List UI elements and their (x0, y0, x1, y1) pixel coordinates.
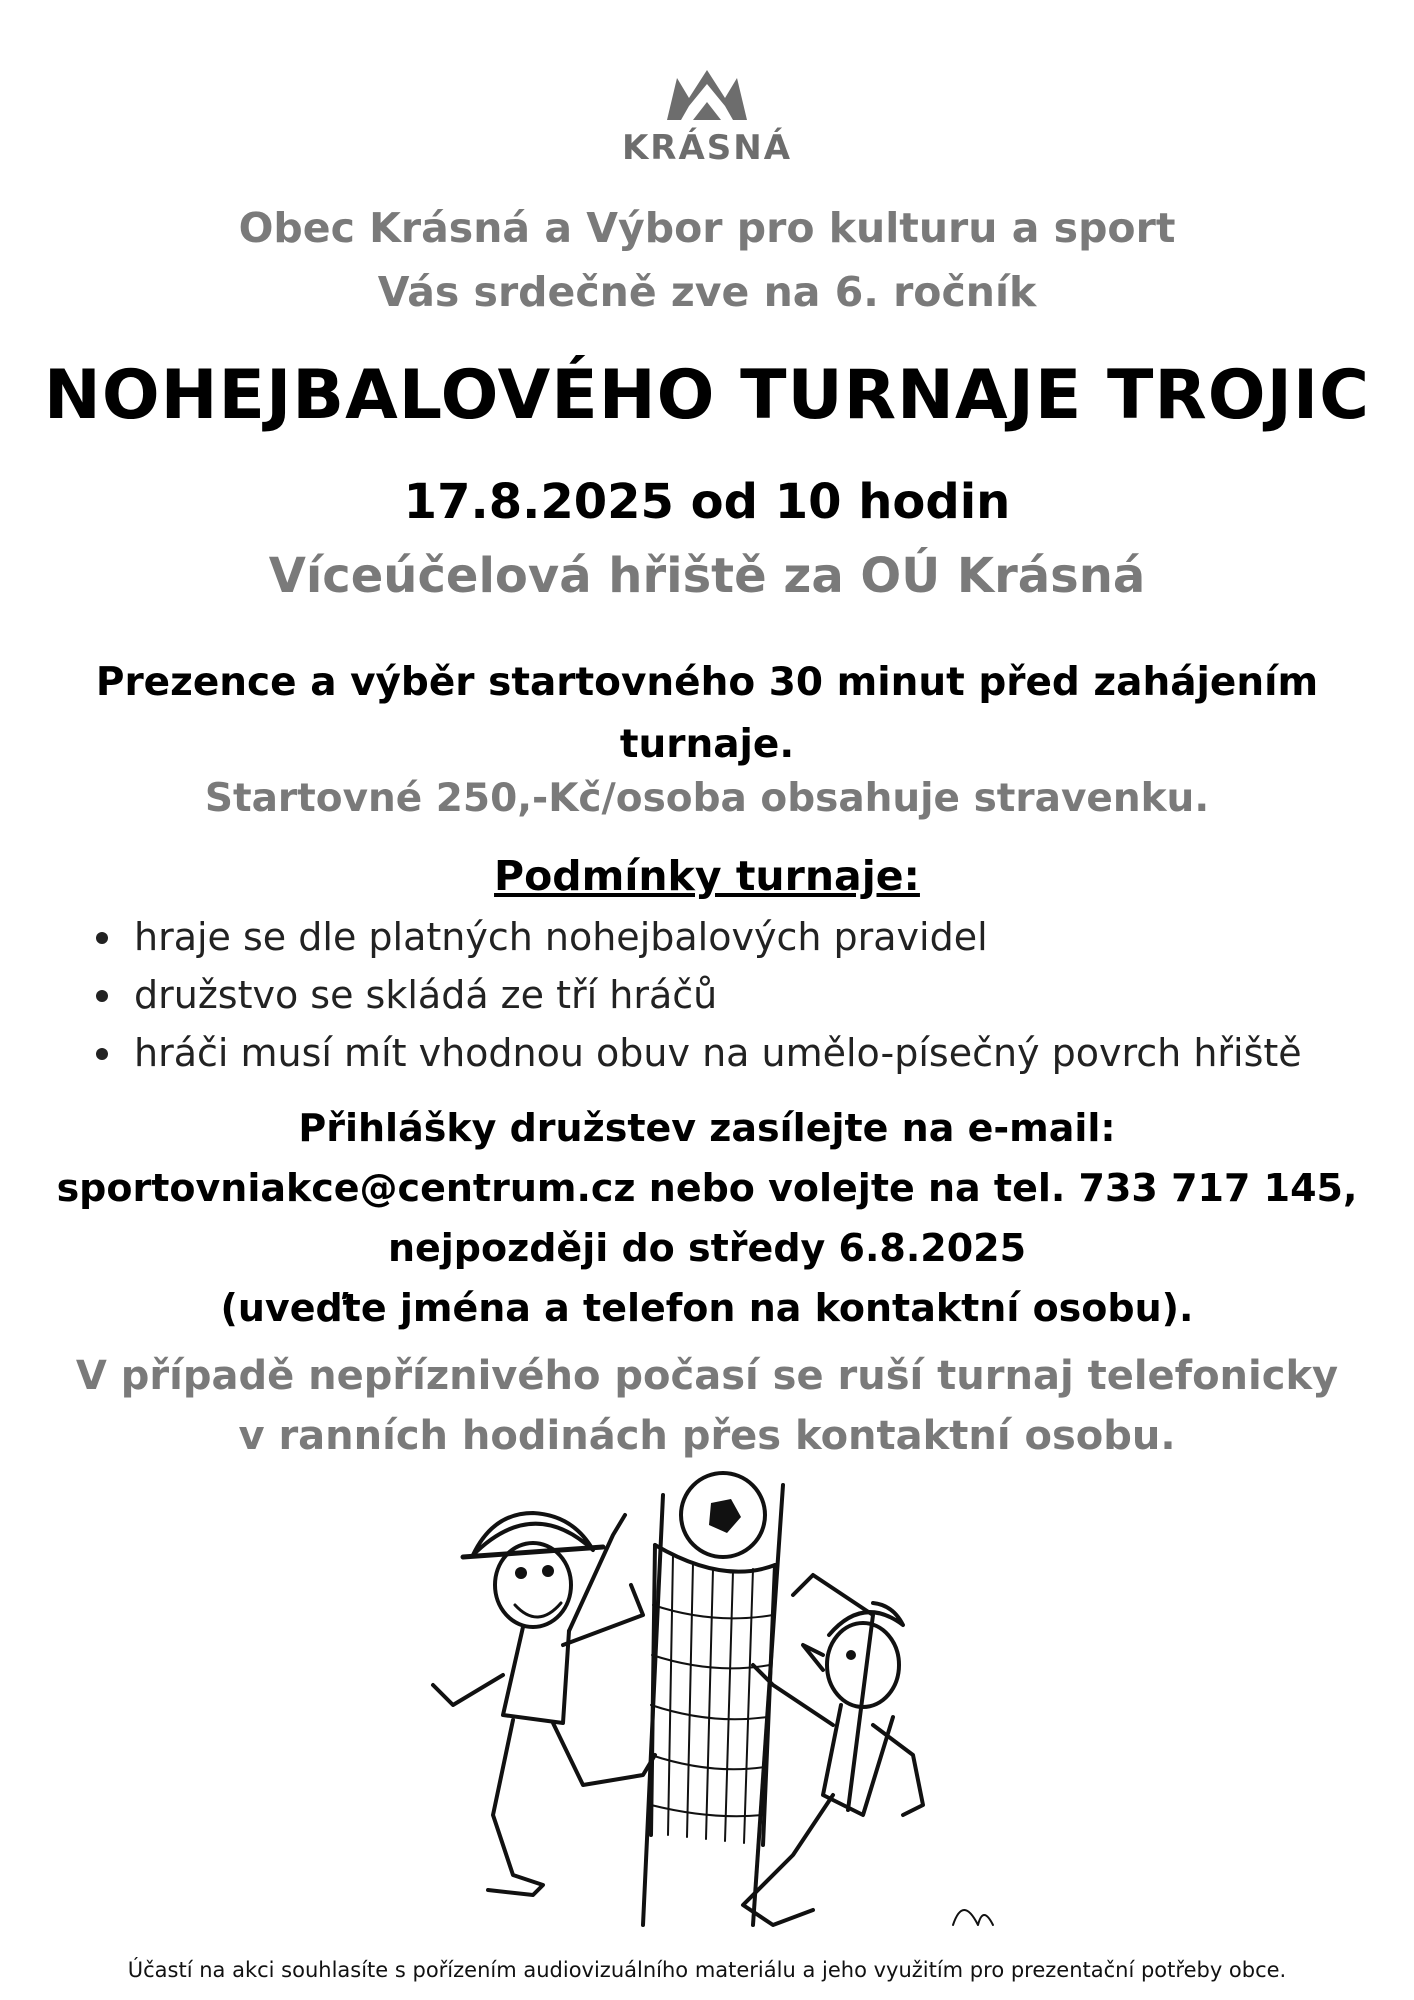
registration-info (0, 652, 1414, 776)
event-venue: Víceúčelová hřiště za OÚ Krásná (268, 548, 1146, 604)
conditions-heading: Podmínky turnaje: (494, 852, 920, 900)
weather-line-1: V případě nepříznivého počasí se ruší turnaj telefonicky (75, 1353, 1339, 1399)
crown-mountain-icon (663, 64, 751, 126)
village-logo (607, 58, 807, 168)
list-item: hraje se dle platných nohejbalových pravidel (96, 908, 1302, 966)
signup-line-4: (uveďte jména a telefon na kontaktní osobu). (220, 1286, 1194, 1330)
weather-notice (0, 1346, 1414, 1466)
weather-line-2: v ranních hodinách přes kontaktní osobu. (238, 1413, 1176, 1459)
footvolley-players-cartoon-icon (393, 1455, 1023, 1955)
event-date: 17.8.2025 od 10 hodin (403, 474, 1011, 530)
intro-line-2: Vás srdečně zve na 6. ročník (377, 268, 1037, 316)
intro (0, 196, 1414, 324)
signup-line-3: nejpozději do středy 6.8.2025 (387, 1226, 1027, 1270)
list-item: družstvo se skládá ze tří hráčů (96, 966, 1302, 1024)
signup-info (0, 1098, 1414, 1338)
signup-line-2: sportovniakce@centrum.cz nebo volejte na tel. 733 717 145, (56, 1166, 1358, 1210)
list-item: hráči musí mít vhodnou obuv na umělo-písečný povrch hřiště (96, 1024, 1302, 1082)
page-title: NOHEJBALOVÉHO TURNAJE TROJIC (43, 356, 1371, 435)
consent-note: Účastí na akci souhlasíte s pořízením audiovizuálního materiálu a jeho využitím pro prezentační potřeby obce. (127, 1958, 1287, 1982)
signup-line-1: Přihlášky družstev zasílejte na e-mail: (298, 1106, 1116, 1150)
footvolley-illustration (393, 1455, 1023, 1955)
logo-text: KRÁSNÁ (621, 128, 793, 168)
intro-line-1: Obec Krásná a Výbor pro kulturu a sport (238, 204, 1176, 252)
registration-line-1: Prezence a výběr startovného 30 minut před zahájením (95, 660, 1319, 705)
conditions-list (96, 908, 1302, 1082)
registration-line-2: turnaje. (619, 722, 795, 767)
entry-fee: Startovné 250,-Kč/osoba obsahuje stravenku. (204, 776, 1210, 821)
